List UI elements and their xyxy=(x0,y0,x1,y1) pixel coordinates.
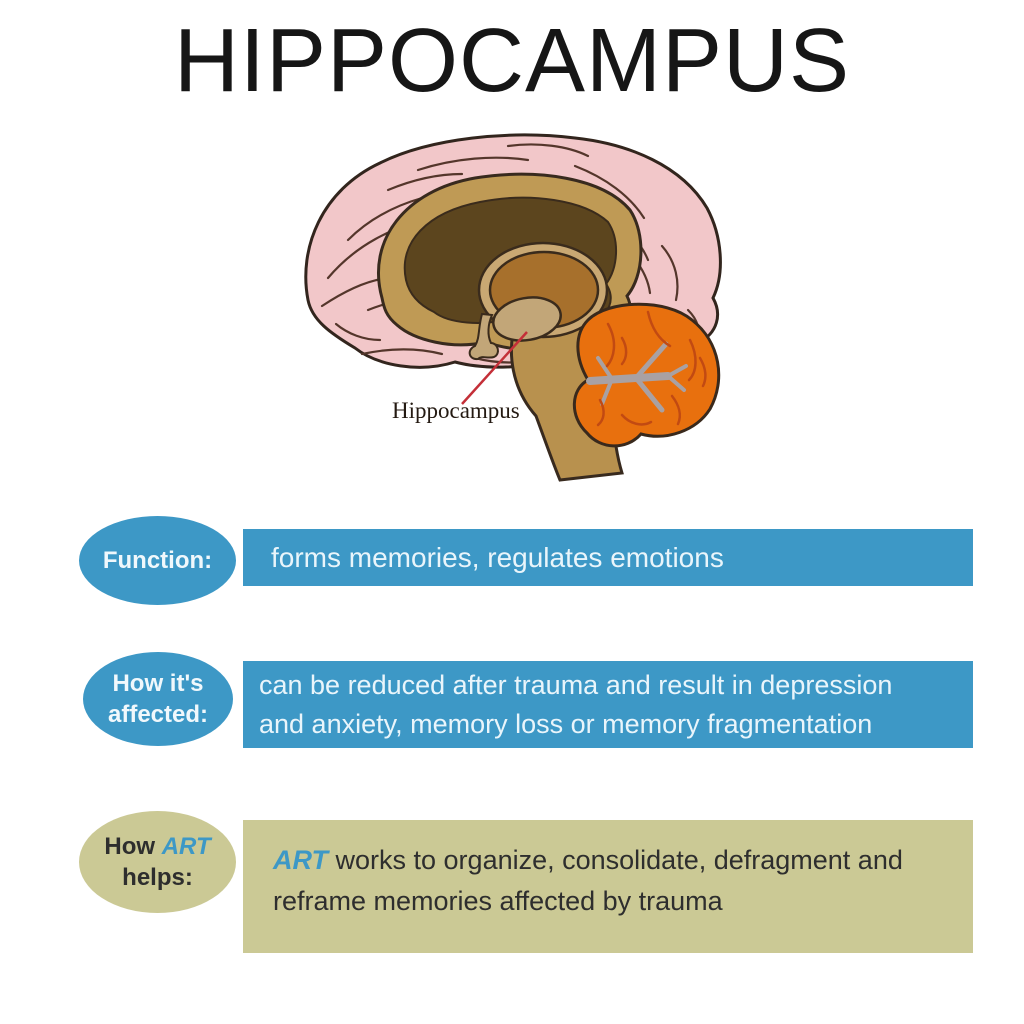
function-bar xyxy=(243,529,973,586)
function-text: forms memories, regulates emotions xyxy=(271,541,724,573)
art-badge-art-word: ART xyxy=(161,833,211,860)
art-badge-word1: How xyxy=(104,833,156,860)
function-badge xyxy=(79,516,236,605)
affected-text-line1: can be reduced after trauma and result in depression xyxy=(259,669,893,700)
affected-badge xyxy=(83,652,233,746)
art-word: ART xyxy=(273,845,329,875)
art-badge-line1 xyxy=(104,831,210,862)
page-title: HIPPOCAMPUS xyxy=(173,11,851,111)
affected-badge-line2: affected: xyxy=(107,701,209,728)
function-badge-label: Function: xyxy=(102,547,213,574)
art-text-line1-rest: works to organize, consolidate, defragment and xyxy=(328,845,903,875)
art-badge-line2: helps: xyxy=(122,864,193,891)
brain-diagram xyxy=(270,128,750,493)
art-bar xyxy=(243,820,973,953)
affected-text-line2: and anxiety, memory loss or memory fragmentation xyxy=(259,708,873,739)
brain-caption: Hippocampus xyxy=(392,398,520,423)
art-text-line2: reframe memories affected by trauma xyxy=(273,886,723,916)
affected-bar xyxy=(243,661,973,748)
art-text-line1 xyxy=(273,840,973,881)
art-badge xyxy=(79,811,236,913)
affected-badge-line1: How it's xyxy=(112,670,204,697)
